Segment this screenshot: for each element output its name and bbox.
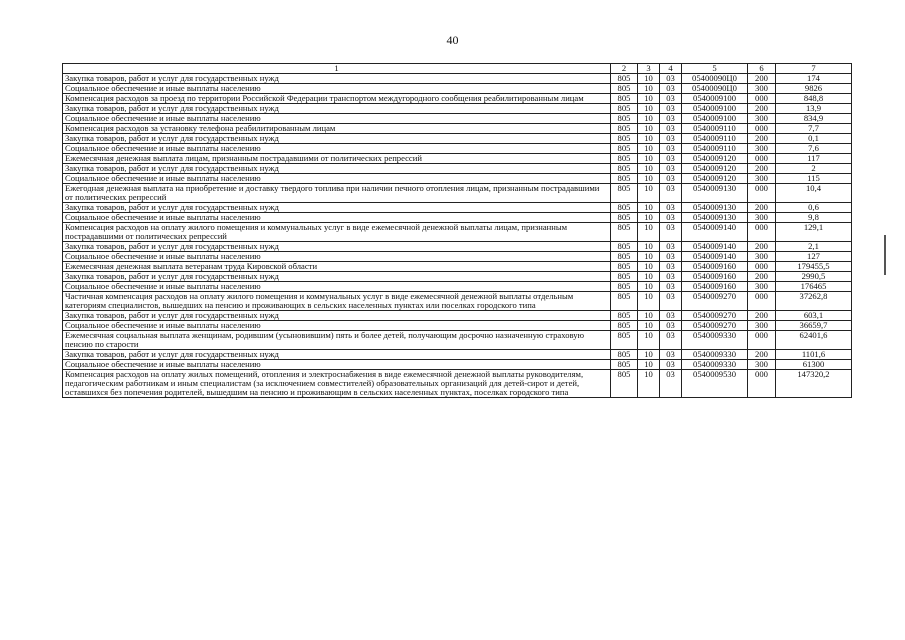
section-code-cell: 10 bbox=[638, 74, 660, 84]
ministry-code-cell: 805 bbox=[611, 134, 638, 144]
item-name-cell: Закупка товаров, работ и услуг для государственных нужд bbox=[63, 134, 611, 144]
table-row bbox=[63, 134, 852, 144]
item-name-cell: Закупка товаров, работ и услуг для государственных нужд bbox=[63, 104, 611, 114]
subsection-code-cell: 03 bbox=[660, 292, 682, 311]
target-article-code-cell: 0540009100 bbox=[682, 94, 748, 104]
table-row bbox=[63, 311, 852, 321]
ministry-code-cell: 805 bbox=[611, 114, 638, 124]
expense-type-code-cell: 200 bbox=[748, 134, 776, 144]
subsection-code-cell: 03 bbox=[660, 370, 682, 398]
target-article-code-cell: 0540009530 bbox=[682, 370, 748, 398]
subsection-code-cell: 03 bbox=[660, 104, 682, 114]
target-article-code-cell: 0540009100 bbox=[682, 114, 748, 124]
expense-type-code-cell: 300 bbox=[748, 282, 776, 292]
expense-type-code-cell: 300 bbox=[748, 360, 776, 370]
item-name-cell: Социальное обеспечение и иные выплаты населению bbox=[63, 174, 611, 184]
ministry-code-cell: 805 bbox=[611, 223, 638, 242]
header-row bbox=[63, 64, 852, 74]
item-name-cell: Закупка товаров, работ и услуг для государственных нужд bbox=[63, 74, 611, 84]
expense-type-code-cell: 200 bbox=[748, 272, 776, 282]
ministry-code-cell: 805 bbox=[611, 360, 638, 370]
target-article-code-cell: 0540009140 bbox=[682, 242, 748, 252]
table-row bbox=[63, 74, 852, 84]
amount-cell: 9826 bbox=[776, 84, 852, 94]
table-row bbox=[63, 223, 852, 242]
item-name-cell: Социальное обеспечение и иные выплаты населению bbox=[63, 213, 611, 223]
expense-type-code-cell: 000 bbox=[748, 154, 776, 164]
amount-cell: 13,9 bbox=[776, 104, 852, 114]
section-code-cell: 10 bbox=[638, 262, 660, 272]
ministry-code-cell: 805 bbox=[611, 350, 638, 360]
subsection-code-cell: 03 bbox=[660, 154, 682, 164]
subsection-code-cell: 03 bbox=[660, 134, 682, 144]
section-code-cell: 10 bbox=[638, 124, 660, 134]
table-row bbox=[63, 124, 852, 134]
section-code-cell: 10 bbox=[638, 360, 660, 370]
item-name-cell: Ежемесячная денежная выплата ветеранам труда Кировской области bbox=[63, 262, 611, 272]
target-article-code-cell: 0540009160 bbox=[682, 262, 748, 272]
target-article-code-cell: 0540009330 bbox=[682, 331, 748, 350]
amount-cell: 127 bbox=[776, 252, 852, 262]
target-article-code-cell: 0540009130 bbox=[682, 213, 748, 223]
target-article-code-cell: 0540009110 bbox=[682, 134, 748, 144]
expense-type-code-cell: 200 bbox=[748, 104, 776, 114]
item-name-cell: Социальное обеспечение и иные выплаты населению bbox=[63, 84, 611, 94]
target-article-code-cell: 0540009270 bbox=[682, 311, 748, 321]
amount-cell: 2990,5 bbox=[776, 272, 852, 282]
item-name-cell: Закупка товаров, работ и услуг для государственных нужд bbox=[63, 164, 611, 174]
item-name-cell: Социальное обеспечение и иные выплаты населению bbox=[63, 252, 611, 262]
ministry-code-cell: 805 bbox=[611, 184, 638, 203]
ministry-code-cell: 805 bbox=[611, 104, 638, 114]
target-article-code-cell: 0540009330 bbox=[682, 350, 748, 360]
table-row bbox=[63, 164, 852, 174]
table-row bbox=[63, 144, 852, 154]
section-code-cell: 10 bbox=[638, 184, 660, 203]
section-code-cell: 10 bbox=[638, 104, 660, 114]
scan-edge-mark bbox=[884, 235, 886, 275]
ministry-code-cell: 805 bbox=[611, 252, 638, 262]
table-row bbox=[63, 242, 852, 252]
ministry-code-cell: 805 bbox=[611, 282, 638, 292]
expense-type-code-cell: 200 bbox=[748, 203, 776, 213]
table-body bbox=[63, 74, 852, 398]
target-article-code-cell: 0540009110 bbox=[682, 124, 748, 134]
section-code-cell: 10 bbox=[638, 223, 660, 242]
target-article-code-cell: 0540009100 bbox=[682, 104, 748, 114]
item-name-cell: Компенсация расходов за проезд по территории Российской Федерации транспортом междугородного сообщения реабилитированным лицам bbox=[63, 94, 611, 104]
amount-cell: 129,1 bbox=[776, 223, 852, 242]
section-code-cell: 10 bbox=[638, 203, 660, 213]
item-name-cell: Ежемесячная денежная выплата лицам, признанным пострадавшими от политических репрессий bbox=[63, 154, 611, 164]
amount-cell: 174 bbox=[776, 74, 852, 84]
ministry-code-cell: 805 bbox=[611, 242, 638, 252]
section-code-cell: 10 bbox=[638, 370, 660, 398]
amount-cell: 10,4 bbox=[776, 184, 852, 203]
expense-type-code-cell: 300 bbox=[748, 252, 776, 262]
item-name-cell: Социальное обеспечение и иные выплаты населению bbox=[63, 282, 611, 292]
amount-cell: 117 bbox=[776, 154, 852, 164]
expense-type-code-cell: 200 bbox=[748, 350, 776, 360]
subsection-code-cell: 03 bbox=[660, 272, 682, 282]
amount-cell: 0,6 bbox=[776, 203, 852, 213]
subsection-code-cell: 03 bbox=[660, 174, 682, 184]
expense-type-code-cell: 000 bbox=[748, 370, 776, 398]
subsection-code-cell: 03 bbox=[660, 144, 682, 154]
table-row bbox=[63, 104, 852, 114]
subsection-code-cell: 03 bbox=[660, 282, 682, 292]
ministry-code-cell: 805 bbox=[611, 370, 638, 398]
amount-cell: 7,7 bbox=[776, 124, 852, 134]
amount-cell: 37262,8 bbox=[776, 292, 852, 311]
section-code-cell: 10 bbox=[638, 282, 660, 292]
expense-type-code-cell: 000 bbox=[748, 292, 776, 311]
table-row bbox=[63, 184, 852, 203]
target-article-code-cell: 0540009120 bbox=[682, 174, 748, 184]
subsection-code-cell: 03 bbox=[660, 164, 682, 174]
subsection-code-cell: 03 bbox=[660, 321, 682, 331]
item-name-cell: Закупка товаров, работ и услуг для государственных нужд bbox=[63, 350, 611, 360]
section-code-cell: 10 bbox=[638, 321, 660, 331]
column-header: 4 bbox=[660, 64, 682, 74]
expense-type-code-cell: 300 bbox=[748, 321, 776, 331]
subsection-code-cell: 03 bbox=[660, 94, 682, 104]
section-code-cell: 10 bbox=[638, 213, 660, 223]
section-code-cell: 10 bbox=[638, 174, 660, 184]
amount-cell: 603,1 bbox=[776, 311, 852, 321]
target-article-code-cell: 0540009270 bbox=[682, 321, 748, 331]
expense-type-code-cell: 200 bbox=[748, 242, 776, 252]
expense-type-code-cell: 000 bbox=[748, 184, 776, 203]
column-header: 6 bbox=[748, 64, 776, 74]
amount-cell: 834,9 bbox=[776, 114, 852, 124]
amount-cell: 176465 bbox=[776, 282, 852, 292]
target-article-code-cell: 0540009270 bbox=[682, 292, 748, 311]
table-row bbox=[63, 262, 852, 272]
section-code-cell: 10 bbox=[638, 114, 660, 124]
expense-type-code-cell: 000 bbox=[748, 223, 776, 242]
table-row bbox=[63, 282, 852, 292]
item-name-cell: Социальное обеспечение и иные выплаты населению bbox=[63, 321, 611, 331]
table-row bbox=[63, 331, 852, 350]
amount-cell: 0,1 bbox=[776, 134, 852, 144]
section-code-cell: 10 bbox=[638, 94, 660, 104]
section-code-cell: 10 bbox=[638, 84, 660, 94]
section-code-cell: 10 bbox=[638, 292, 660, 311]
section-code-cell: 10 bbox=[638, 331, 660, 350]
target-article-code-cell: 0540009120 bbox=[682, 154, 748, 164]
expense-type-code-cell: 300 bbox=[748, 213, 776, 223]
table-row bbox=[63, 203, 852, 213]
expense-type-code-cell: 300 bbox=[748, 174, 776, 184]
column-header: 5 bbox=[682, 64, 748, 74]
item-name-cell: Ежегодная денежная выплата на приобретение и доставку твердого топлива при наличии печного отопления лицам, признанным пострадавшими от политических репрессий bbox=[63, 184, 611, 203]
ministry-code-cell: 805 bbox=[611, 272, 638, 282]
column-header: 3 bbox=[638, 64, 660, 74]
item-name-cell: Компенсация расходов на оплату жилых помещений, отопления и электроснабжения в виде ежемесячной денежной выплаты руководителям, педагогическим работникам и иным специалистам (за исключением совместителей) образовательных организаций для детей-сирот и детей, оставшихся без попечения родителей, вышедшим на пенсию и проживающим в сельских населенных пунктах, поселках городского типа bbox=[63, 370, 611, 398]
subsection-code-cell: 03 bbox=[660, 223, 682, 242]
table-row bbox=[63, 350, 852, 360]
subsection-code-cell: 03 bbox=[660, 331, 682, 350]
expense-type-code-cell: 000 bbox=[748, 124, 776, 134]
table-row bbox=[63, 272, 852, 282]
section-code-cell: 10 bbox=[638, 350, 660, 360]
table-row bbox=[63, 252, 852, 262]
table-row bbox=[63, 84, 852, 94]
target-article-code-cell: 0540009110 bbox=[682, 144, 748, 154]
table-row bbox=[63, 174, 852, 184]
subsection-code-cell: 03 bbox=[660, 350, 682, 360]
section-code-cell: 10 bbox=[638, 134, 660, 144]
expense-type-code-cell: 200 bbox=[748, 164, 776, 174]
section-code-cell: 10 bbox=[638, 311, 660, 321]
expense-type-code-cell: 300 bbox=[748, 84, 776, 94]
ministry-code-cell: 805 bbox=[611, 84, 638, 94]
target-article-code-cell: 05400090Ц0 bbox=[682, 74, 748, 84]
ministry-code-cell: 805 bbox=[611, 292, 638, 311]
target-article-code-cell: 0540009160 bbox=[682, 272, 748, 282]
section-code-cell: 10 bbox=[638, 164, 660, 174]
amount-cell: 9,8 bbox=[776, 213, 852, 223]
item-name-cell: Закупка товаров, работ и услуг для государственных нужд bbox=[63, 272, 611, 282]
item-name-cell: Социальное обеспечение и иные выплаты населению bbox=[63, 114, 611, 124]
ministry-code-cell: 805 bbox=[611, 311, 638, 321]
ministry-code-cell: 805 bbox=[611, 262, 638, 272]
amount-cell: 1101,6 bbox=[776, 350, 852, 360]
table-row bbox=[63, 370, 852, 398]
target-article-code-cell: 0540009160 bbox=[682, 282, 748, 292]
ministry-code-cell: 805 bbox=[611, 213, 638, 223]
expense-type-code-cell: 300 bbox=[748, 144, 776, 154]
column-header: 7 bbox=[776, 64, 852, 74]
subsection-code-cell: 03 bbox=[660, 311, 682, 321]
amount-cell: 848,8 bbox=[776, 94, 852, 104]
target-article-code-cell: 0540009130 bbox=[682, 184, 748, 203]
table-row bbox=[63, 154, 852, 164]
amount-cell: 179455,5 bbox=[776, 262, 852, 272]
column-header: 2 bbox=[611, 64, 638, 74]
amount-cell: 62401,6 bbox=[776, 331, 852, 350]
section-code-cell: 10 bbox=[638, 154, 660, 164]
item-name-cell: Закупка товаров, работ и услуг для государственных нужд bbox=[63, 242, 611, 252]
subsection-code-cell: 03 bbox=[660, 213, 682, 223]
ministry-code-cell: 805 bbox=[611, 331, 638, 350]
expense-type-code-cell: 000 bbox=[748, 262, 776, 272]
subsection-code-cell: 03 bbox=[660, 262, 682, 272]
amount-cell: 36659,7 bbox=[776, 321, 852, 331]
target-article-code-cell: 0540009140 bbox=[682, 223, 748, 242]
subsection-code-cell: 03 bbox=[660, 360, 682, 370]
amount-cell: 2 bbox=[776, 164, 852, 174]
ministry-code-cell: 805 bbox=[611, 144, 638, 154]
amount-cell: 2,1 bbox=[776, 242, 852, 252]
target-article-code-cell: 05400090Ц0 bbox=[682, 84, 748, 94]
item-name-cell: Закупка товаров, работ и услуг для государственных нужд bbox=[63, 203, 611, 213]
amount-cell: 7,6 bbox=[776, 144, 852, 154]
ministry-code-cell: 805 bbox=[611, 321, 638, 331]
subsection-code-cell: 03 bbox=[660, 184, 682, 203]
ministry-code-cell: 805 bbox=[611, 124, 638, 134]
page-number: 40 bbox=[446, 33, 459, 47]
expense-type-code-cell: 200 bbox=[748, 311, 776, 321]
expense-type-code-cell: 300 bbox=[748, 114, 776, 124]
item-name-cell: Компенсация расходов на оплату жилого помещения и коммунальных услуг в виде ежемесячной денежной выплаты лицам, признанным пострадавшими от политических репрессий bbox=[63, 223, 611, 242]
budget-table bbox=[62, 63, 852, 398]
subsection-code-cell: 03 bbox=[660, 84, 682, 94]
table-row bbox=[63, 321, 852, 331]
expense-type-code-cell: 000 bbox=[748, 331, 776, 350]
subsection-code-cell: 03 bbox=[660, 242, 682, 252]
section-code-cell: 10 bbox=[638, 272, 660, 282]
item-name-cell: Ежемесячная социальная выплата женщинам, родившим (усыновившим) пять и более детей, получающим досрочно назначенную страховую пенсию по старости bbox=[63, 331, 611, 350]
ministry-code-cell: 805 bbox=[611, 203, 638, 213]
item-name-cell: Социальное обеспечение и иные выплаты населению bbox=[63, 144, 611, 154]
subsection-code-cell: 03 bbox=[660, 252, 682, 262]
expense-type-code-cell: 000 bbox=[748, 94, 776, 104]
subsection-code-cell: 03 bbox=[660, 74, 682, 84]
table-row bbox=[63, 213, 852, 223]
amount-cell: 61300 bbox=[776, 360, 852, 370]
table-row bbox=[63, 292, 852, 311]
table-row bbox=[63, 360, 852, 370]
target-article-code-cell: 0540009140 bbox=[682, 252, 748, 262]
item-name-cell: Компенсация расходов за установку телефона реабилитированным лицам bbox=[63, 124, 611, 134]
ministry-code-cell: 805 bbox=[611, 164, 638, 174]
item-name-cell: Частичная компенсация расходов на оплату жилого помещения и коммунальных услуг в виде ежемесячной денежной выплаты отдельным категориям специалистов, вышедших на пенсию и проживающих в сельских населенных пунктах или поселках городского типа bbox=[63, 292, 611, 311]
item-name-cell: Социальное обеспечение и иные выплаты населению bbox=[63, 360, 611, 370]
ministry-code-cell: 805 bbox=[611, 74, 638, 84]
section-code-cell: 10 bbox=[638, 242, 660, 252]
ministry-code-cell: 805 bbox=[611, 94, 638, 104]
ministry-code-cell: 805 bbox=[611, 174, 638, 184]
amount-cell: 115 bbox=[776, 174, 852, 184]
subsection-code-cell: 03 bbox=[660, 124, 682, 134]
subsection-code-cell: 03 bbox=[660, 114, 682, 124]
expense-type-code-cell: 200 bbox=[748, 74, 776, 84]
amount-cell: 147320,2 bbox=[776, 370, 852, 398]
subsection-code-cell: 03 bbox=[660, 203, 682, 213]
ministry-code-cell: 805 bbox=[611, 154, 638, 164]
target-article-code-cell: 0540009330 bbox=[682, 360, 748, 370]
table-row bbox=[63, 114, 852, 124]
target-article-code-cell: 0540009120 bbox=[682, 164, 748, 174]
item-name-cell: Закупка товаров, работ и услуг для государственных нужд bbox=[63, 311, 611, 321]
table-row bbox=[63, 94, 852, 104]
section-code-cell: 10 bbox=[638, 252, 660, 262]
column-header: 1 bbox=[63, 64, 611, 74]
target-article-code-cell: 0540009130 bbox=[682, 203, 748, 213]
section-code-cell: 10 bbox=[638, 144, 660, 154]
